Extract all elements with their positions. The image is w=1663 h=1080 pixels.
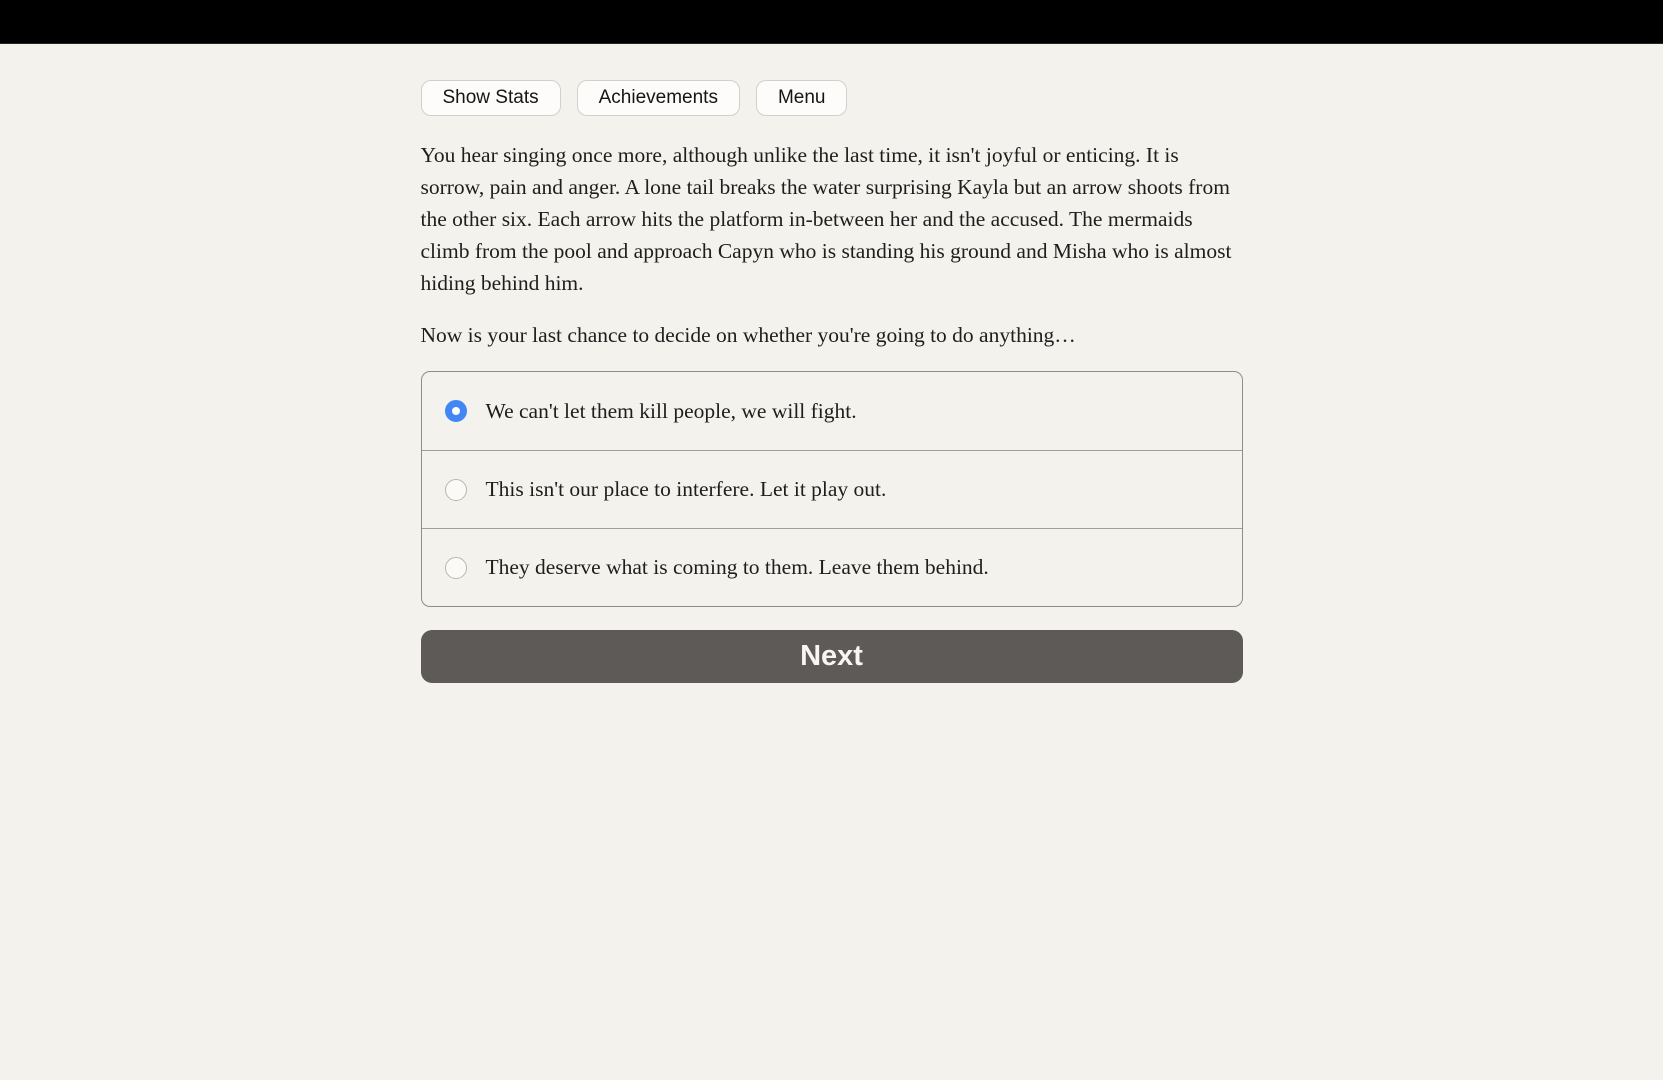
game-toolbar	[421, 80, 1243, 116]
radio-button-icon[interactable]	[445, 557, 467, 579]
game-content-column	[421, 44, 1243, 683]
show-stats-button[interactable]: Show Stats	[421, 80, 561, 116]
radio-button-icon[interactable]	[445, 479, 467, 501]
story-prompt-paragraph: Now is your last chance to decide on whether you're going to do anything…	[420, 323, 1076, 347]
choice-option-fight[interactable]	[422, 372, 1242, 450]
achievements-button[interactable]: Achievements	[577, 80, 740, 116]
next-button[interactable]: Next	[421, 630, 1243, 683]
choice-option-label: This isn't our place to interfere. Let it play out.	[485, 477, 887, 501]
choice-list	[421, 371, 1243, 607]
story-paragraph: You hear singing once more, although unlike the last time, it isn't joyful or enticing. It is sorrow, pain and anger. A lone tail breaks the water surprising Kayla but an arrow shoots from the other six. Each arrow hits the platform in-between her and the accused. The mermaids climb from the pool and approach Capyn who is standing his ground and Misha who is almost hiding behind him.	[420, 143, 1232, 295]
choice-option-leave-behind[interactable]	[422, 528, 1242, 606]
top-black-bar	[0, 0, 1663, 44]
choice-option-label: We can't let them kill people, we will fight.	[485, 398, 857, 423]
radio-button-icon[interactable]	[445, 400, 467, 422]
choice-option-label: They deserve what is coming to them. Leave them behind.	[485, 555, 989, 579]
menu-button[interactable]: Menu	[756, 80, 848, 116]
choice-option-not-interfere[interactable]	[422, 450, 1242, 528]
story-text	[421, 139, 1243, 351]
